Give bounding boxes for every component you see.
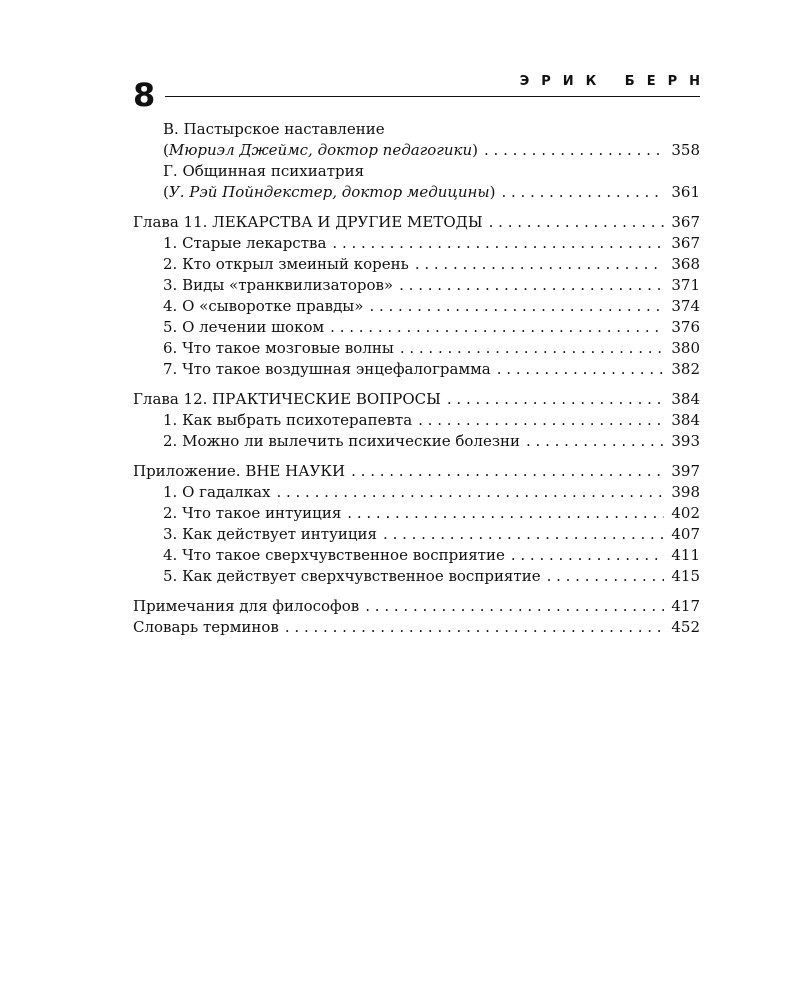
leader-dots (276, 482, 664, 503)
toc-entry-author: (Мюриэл Джеймс, доктор педагогики) (163, 141, 478, 159)
toc-entry (133, 296, 700, 317)
page-ref: 417 (671, 597, 700, 615)
toc-entry-title: 1. Старые лекарства (163, 234, 327, 252)
leader-dots (547, 566, 664, 587)
toc-entry-title: 4. О «сыворотке правды» (163, 297, 364, 315)
chapter-title: Примечания для философов (133, 597, 360, 615)
page-ref: 367 (671, 234, 700, 252)
page-ref: 384 (671, 411, 700, 429)
leader-dots (332, 233, 664, 254)
toc-entry (133, 524, 700, 545)
leader-dots (383, 524, 664, 545)
toc-entry (133, 182, 700, 203)
toc-chapter (133, 596, 700, 617)
toc-entry-title: 2. Что такое интуиция (163, 504, 342, 522)
toc-chapter (133, 389, 700, 410)
header-rule (165, 96, 700, 97)
toc-entry-title: 6. Что такое мозговые волны (163, 339, 394, 357)
page-ref: 398 (671, 483, 700, 501)
leader-dots (365, 596, 664, 617)
toc-entry (133, 566, 700, 587)
leader-dots (418, 410, 664, 431)
leader-dots (511, 545, 664, 566)
page-ref: 452 (671, 618, 700, 636)
leader-dots (497, 359, 664, 380)
page-ref: 415 (671, 567, 700, 585)
leader-dots (369, 296, 664, 317)
leader-dots (501, 182, 664, 203)
leader-dots (330, 317, 664, 338)
chapter-title: Приложение. ВНЕ НАУКИ (133, 462, 346, 480)
page-ref: 358 (671, 141, 700, 159)
page-ref: 411 (671, 546, 700, 564)
toc-entry-title: 4. Что такое сверхчувственное восприятие (163, 546, 505, 564)
leader-dots (447, 389, 664, 410)
leader-dots (400, 338, 664, 359)
page-ref: 380 (671, 339, 700, 357)
toc-chapter (133, 617, 700, 638)
toc-entry-title: 2. Можно ли вылечить психические болезни (163, 432, 521, 450)
page-ref: 376 (671, 318, 700, 336)
page-ref: 407 (671, 525, 700, 543)
page-ref: 374 (671, 297, 700, 315)
page-header (133, 72, 712, 114)
toc-entry (133, 410, 700, 431)
chapter-title: Глава 12. ПРАКТИЧЕСКИЕ ВОПРОСЫ (133, 390, 441, 408)
toc-entry (133, 503, 700, 524)
toc-entry-title: 5. Как действует сверхчувственное восприятие (163, 567, 541, 585)
toc-entry-title: 1. О гадалках (163, 483, 271, 501)
toc-entry-title: 2. Кто открыл змеиный корень (163, 255, 409, 273)
page-ref: 368 (671, 255, 700, 273)
page-ref: 397 (671, 462, 700, 480)
leader-dots (347, 503, 664, 524)
leader-dots (399, 275, 664, 296)
chapter-title: Глава 11. ЛЕКАРСТВА И ДРУГИЕ МЕТОДЫ (133, 213, 483, 231)
leader-dots (415, 254, 664, 275)
toc-chapter (133, 461, 700, 482)
leader-dots (484, 140, 664, 161)
toc-entry-author: (У. Рэй Пойндекстер, доктор медицины) (163, 183, 496, 201)
toc-entry-title: 1. Как выбрать психотерапевта (163, 411, 413, 429)
toc-entry-title: 3. Виды «транквилизаторов» (163, 276, 394, 294)
table-of-contents (133, 119, 700, 638)
running-head: ЭРИК БЕРН (519, 74, 712, 89)
toc-chapter (133, 212, 700, 233)
toc-entry (133, 545, 700, 566)
toc-entry-title: 7. Что такое воздушная энцефалограмма (163, 360, 491, 378)
page-number: 8 (133, 76, 156, 114)
chapter-title: Словарь терминов (133, 618, 279, 636)
toc-entry-line (133, 161, 700, 182)
page-ref: 384 (671, 390, 700, 408)
toc-entry (133, 140, 700, 161)
leader-dots (285, 617, 664, 638)
toc-entry-line (133, 119, 700, 140)
toc-entry-title: 3. Как действует интуиция (163, 525, 378, 543)
toc-entry-title: Г. Общинная психиатрия (163, 162, 365, 180)
toc-entry (133, 359, 700, 380)
toc-entry (133, 254, 700, 275)
leader-dots (351, 461, 664, 482)
page-ref: 367 (671, 213, 700, 231)
toc-entry (133, 482, 700, 503)
toc-entry (133, 338, 700, 359)
leader-dots (526, 431, 664, 452)
toc-entry-title: 5. О лечении шоком (163, 318, 325, 336)
page-ref: 361 (671, 183, 700, 201)
page-ref: 382 (671, 360, 700, 378)
toc-entry (133, 233, 700, 254)
toc-entry (133, 431, 700, 452)
page-ref: 393 (671, 432, 700, 450)
page-ref: 371 (671, 276, 700, 294)
toc-entry (133, 275, 700, 296)
leader-dots (489, 212, 664, 233)
toc-entry (133, 317, 700, 338)
toc-entry-title: В. Пастырское наставление (163, 120, 385, 138)
page-ref: 402 (671, 504, 700, 522)
